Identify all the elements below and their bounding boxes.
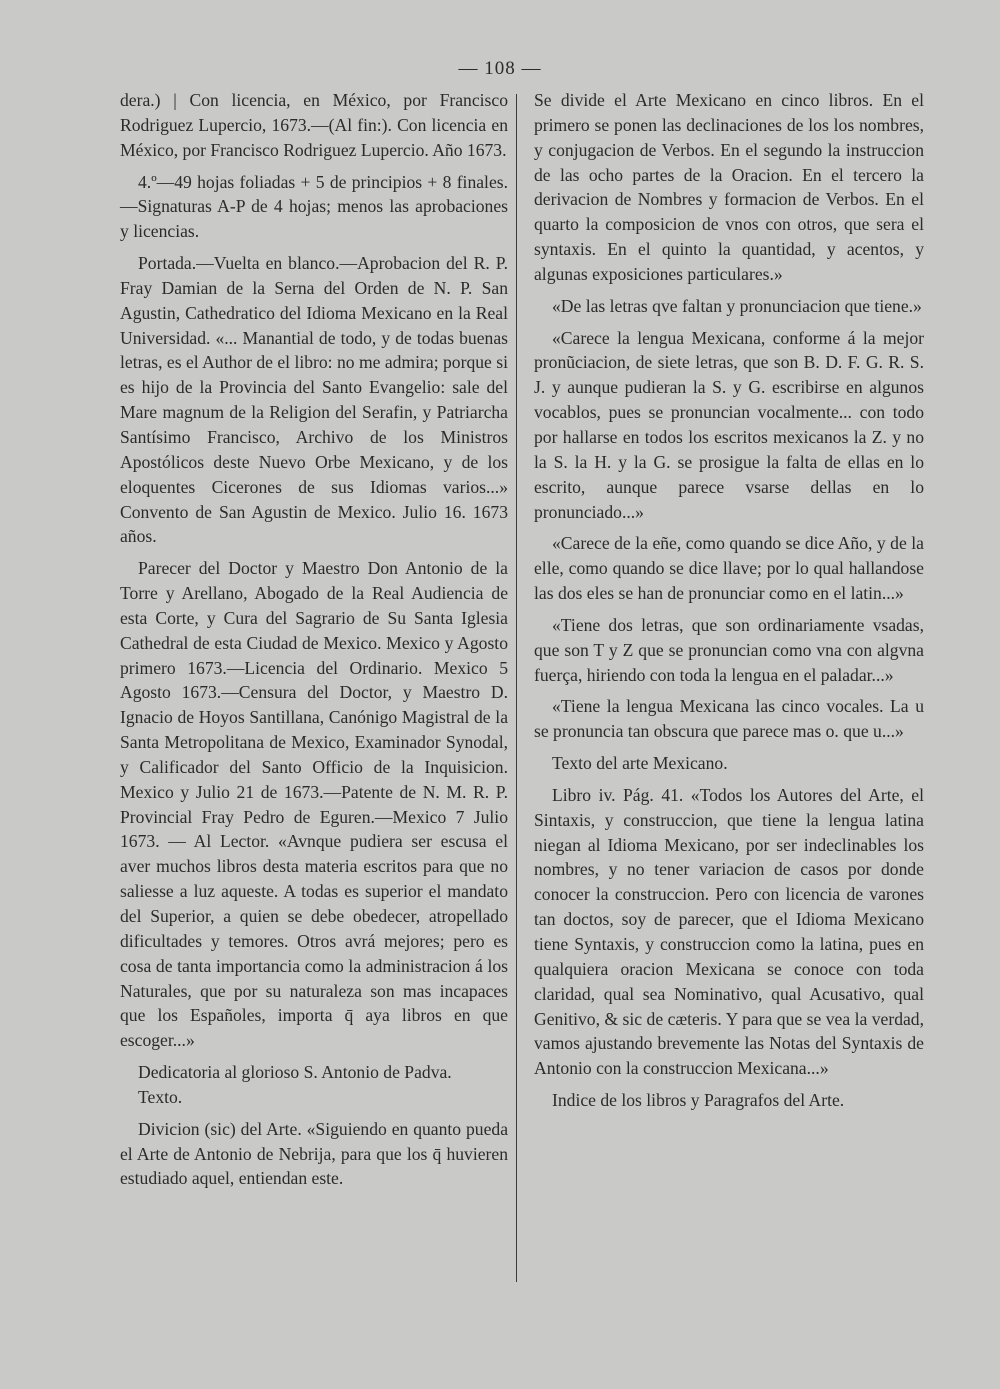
left-column	[120, 88, 508, 1191]
paragraph: «Tiene la lengua Mexicana las cinco vocales. La u se pronuncia tan obscura que parece mas o. que u...»	[534, 696, 924, 742]
paragraph: Texto.	[138, 1086, 183, 1107]
paragraph: «Carece de la eñe, como quando se dice Año, y de la elle, como quando se dice llave; por lo qual hallandose las dos eles se han de pronunciar como en el latin...»	[534, 533, 924, 604]
paragraph: Portada.—Vuelta en blanco.—Aprobacion del R. P. Fray Damian de la Serna del Orden de N. P. San Agustin, Cathedratico del Idioma Mexicano en la Real Universidad. «... Manantial de todo, y de todas buenas letras, es el Author de el libro: no me admira; porque si es hijo de la Provincia del Santo Evangelio: sale del Mare magnum de la Religion del Serafin, y Patriarcha Santísimo Francisco, Archivo de los Ministros Apostólicos deste Nuevo Orbe Mexicano, y de los eloquentes Cicerones de sus Idiomas varios...» Convento de San Agustin de Mexico. Julio 16. 1673 años.	[120, 253, 508, 547]
paragraph: Libro iv. Pág. 41. «Todos los Autores del Arte, el Sintaxis, y construccion, que tiene la lengua latina niegan al Idioma Mexicano, por ser indeclinables los nombres, y no tener variacion de casos por donde conocer la construccion. Pero con licencia de varones tan doctos, soy de parecer, que el Idioma Mexicano tiene Syntaxis, y construccion como la latina, pues en qualquiera oracion Mexicana se conoce con toda claridad, qual sea Nominativo, qual Acusativo, qual Genitivo, & sic de cæteris. Y para que se vea la verdad, vamos ajustando brevemente las Notas del Syntaxis de Antonio con la construccion Mexicana...»	[534, 784, 924, 1079]
paragraph: Dedicatoria al glorioso S. Antonio de Padva.	[138, 1062, 452, 1083]
paragraph: «De las letras qve faltan y pronunciacion que tiene.»	[552, 295, 922, 316]
paragraph: 4.º—49 hojas foliadas + 5 de principios + 8 finales.—Signaturas A-P de 4 hojas; menos las aprobaciones y licencias.	[120, 171, 508, 242]
paragraph: «Tiene dos letras, que son ordinariamente vsadas, que son T y Z que se pronuncian como vna con algvna fuerça, hiriendo con toda la lengua en el paladar...»	[534, 614, 924, 685]
paragraph: Indice de los libros y Paragrafos del Arte.	[552, 1090, 845, 1111]
paragraph: dera.) | Con licencia, en México, por Francisco Rodriguez Lupercio, 1673.—(Al fin:). Con licencia en México, por Francisco Rodriguez Lupercio. Año 1673.	[120, 90, 508, 160]
paragraph: «Carece la lengua Mexicana, conforme á la mejor pronũciacion, de siete letras, que son B. D. F. G. R. S. J. y aunque pudieran la S. y G. escribirse en algunos vocablos, pues se pronuncian vocalmente... con todo por hallarse en todos los escritos mexicanos la Z. y no la S. la H. y la G. se prosigue la falta de ellas en lo escrito, aunque parece vsarse dellas en lo pronunciado...»	[534, 327, 924, 522]
paragraph: Se divide el Arte Mexicano en cinco libros. En el primero se ponen las declinaciones de los los nombres, y conjugacion de Verbos. En el segundo la instruccion de las ocho partes de la Oracion. En el tercero la derivacion de Nombres y formacion de Verbos. En el quarto la composicion de vnos con otros, que sera el syntaxis. En el quinto la quantidad, y acentos, y algunas exposiciones particulares.»	[534, 90, 924, 284]
paragraph: Texto del arte Mexicano.	[552, 753, 728, 774]
right-column	[534, 88, 924, 1113]
column-divider	[516, 94, 517, 1282]
paragraph: Divicion (sic) del Arte. «Siguiendo en quanto pueda el Arte de Antonio de Nebrija, para que los q̄ huvieren estudiado aquel, entiendan este.	[120, 1118, 508, 1189]
page-number: — 108 —	[458, 58, 542, 79]
paragraph: Parecer del Doctor y Maestro Don Antonio de la Torre y Arellano, Abogado de la Real Audiencia de esta Corte, y Cura del Sagrario de Su Santa Iglesia Cathedral de esta Ciudad de Mexico. Mexico y Agosto primero 1673.—Licencia del Ordinario. Mexico 5 Agosto 1673.—Censura del Doctor, y Maestro D. Ignacio de Hoyos Santillana, Canónigo Magistral de la Santa Metropolitana de Mexico, Examinador Synodal, y Calificador del Santo Officio de la Inquisicion. Mexico y Julio 21 de 1673.—Patente de N. M. R. P. Provincial Fray Pedro de Eguren.—Mexico 7 Julio 1673. — Al Lector. «Avnque pudiera ser escusa el aver muchos libros desta materia escritos para que no saliesse a luz aqueste. A todas es superior el mandato del Superior, a quien se debe obedecer, atropellado dificultades y temores. Otros avrá mejores; pero es cosa de tanta importancia como la administracion á los Naturales, que por su naturaleza son mas incapaces que los Españoles, importa q̄ aya libros en que escoger...»	[120, 558, 508, 1051]
